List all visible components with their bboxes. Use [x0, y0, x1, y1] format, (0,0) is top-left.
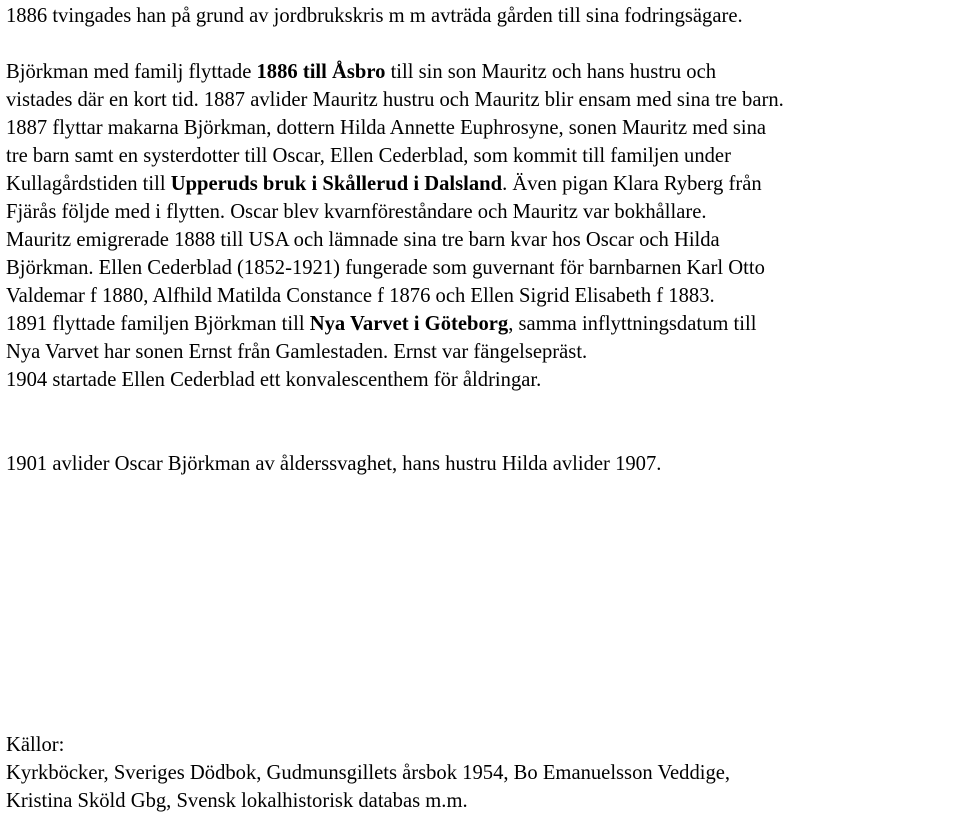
text-segment: Björkman med familj flyttade — [6, 61, 257, 83]
text-segment: Kyrkböcker, Sveriges Dödbok, Gudmunsgillets årsbok 1954, Bo Emanuelsson Veddige, — [6, 762, 731, 784]
text-line — [6, 114, 766, 142]
text-segment: 1904 startade Ellen Cederblad ett konvalescenthem för åldringar. — [6, 369, 542, 391]
text-line — [6, 226, 720, 254]
text-segment: Kullagårdstiden till — [6, 173, 171, 195]
text-segment: 1887 flyttar makarna Björkman, dottern Hilda Annette Euphrosyne, sonen Mauritz med sina — [6, 117, 767, 139]
text-segment: vistades där en kort tid. 1887 avlider Mauritz hustru och Mauritz blir ensam med sina tre barn. — [6, 89, 784, 111]
text-line — [6, 254, 765, 282]
text-segment: Kristina Sköld Gbg, Svensk lokalhistorisk databas m.m. — [6, 790, 468, 812]
text-line — [6, 282, 715, 310]
text-segment: tre barn samt en systerdotter till Oscar, Ellen Cederblad, som kommit till familjen under — [6, 145, 731, 167]
text-line — [6, 310, 756, 338]
text-segment: 1901 avlider Oscar Björkman av ålderssvaghet, hans hustru Hilda avlider 1907. — [6, 453, 662, 475]
bold-text: Nya Varvet i Göteborg — [309, 313, 509, 335]
bold-text: Upperuds bruk i Skållerud i Dalsland — [170, 173, 503, 195]
text-segment: . Även pigan Klara Ryberg från — [502, 173, 762, 195]
text-line — [6, 366, 541, 394]
text-segment: Fjärås följde med i flytten. Oscar blev kvarnföreståndare och Mauritz var bokhållare. — [6, 201, 707, 223]
text-line — [6, 338, 587, 366]
text-line — [6, 86, 784, 114]
text-segment: Valdemar f 1880, Alfhild Matilda Constance f 1876 och Ellen Sigrid Elisabeth f 1883. — [6, 285, 715, 307]
sources-line — [6, 787, 468, 815]
text-segment: 1891 flyttade familjen Björkman till — [6, 313, 310, 335]
text-line — [6, 170, 762, 198]
text-line — [6, 142, 731, 170]
text-segment: , samma inflyttningsdatum till — [508, 313, 757, 335]
text-segment: Mauritz emigrerade 1888 till USA och lämnade sina tre barn kvar hos Oscar och Hilda — [6, 229, 720, 251]
sources-heading — [6, 731, 64, 759]
bold-text: 1886 till Åsbro — [256, 61, 386, 83]
text-line — [6, 2, 743, 30]
text-line — [6, 58, 716, 86]
text-line — [6, 450, 661, 478]
text-segment: till sin son Mauritz och hans hustru och — [385, 61, 717, 83]
text-segment: Källor: — [6, 734, 65, 756]
sources-line — [6, 759, 730, 787]
text-line — [6, 198, 707, 226]
text-segment: 1886 tvingades han på grund av jordbrukskris m m avträda gården till sina fodringsägare. — [6, 5, 743, 27]
text-segment: Björkman. Ellen Cederblad (1852-1921) fungerade som guvernant för barnbarnen Karl Otto — [6, 257, 765, 279]
text-segment: Nya Varvet har sonen Ernst från Gamlestaden. Ernst var fängelsepräst. — [6, 341, 588, 363]
